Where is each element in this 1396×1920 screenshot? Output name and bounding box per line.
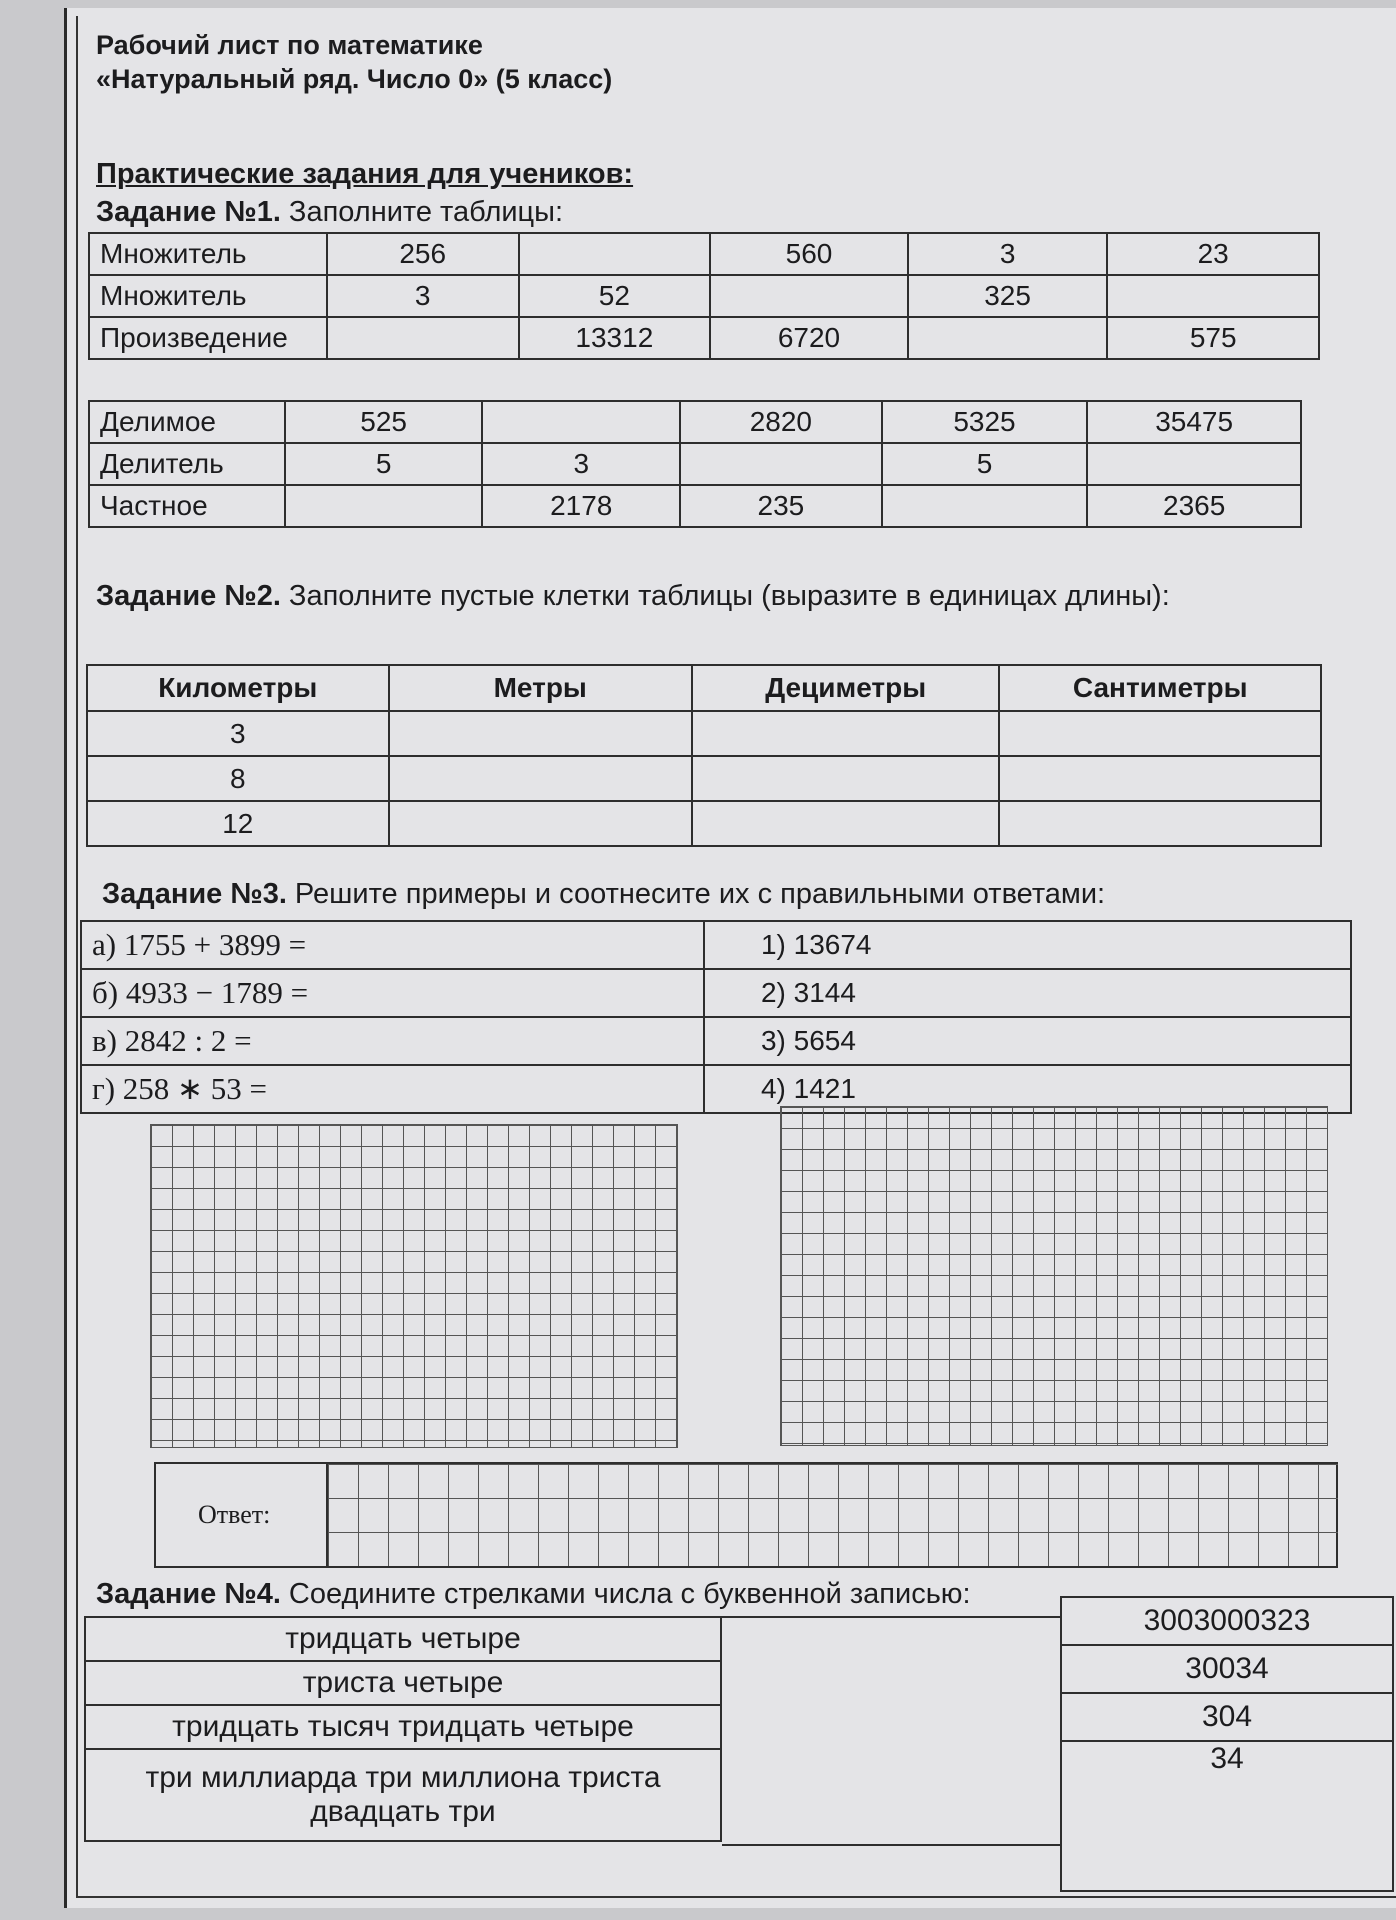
table-row xyxy=(89,485,1301,527)
example-cell: в) 2842 : 2 = xyxy=(81,1017,704,1065)
mult-cell[interactable] xyxy=(908,317,1108,359)
answer-grid[interactable] xyxy=(326,1464,1338,1566)
div-cell: 5325 xyxy=(882,401,1088,443)
digit-number-cell[interactable]: 34 xyxy=(1061,1741,1393,1891)
div-cell[interactable] xyxy=(482,401,680,443)
mult-cell: 6720 xyxy=(710,317,908,359)
digit-number-cell[interactable]: 30034 xyxy=(1061,1645,1393,1693)
div-cell: 2820 xyxy=(680,401,882,443)
units-cell: 8 xyxy=(87,756,389,801)
table-row xyxy=(87,756,1321,801)
table-row xyxy=(85,1661,721,1705)
work-grid-left[interactable] xyxy=(150,1124,678,1448)
units-cell[interactable] xyxy=(389,756,692,801)
table-row xyxy=(85,1749,721,1841)
mult-cell: 13312 xyxy=(519,317,711,359)
table-row xyxy=(85,1705,721,1749)
table-row xyxy=(89,233,1319,275)
task4-label: Задание №4. xyxy=(96,1578,281,1610)
mult-cell: 3 xyxy=(327,275,519,317)
task2-heading xyxy=(96,574,1326,618)
task3-heading xyxy=(102,878,1105,911)
div-cell: Частное xyxy=(89,485,285,527)
task3-text: Решите примеры и соотнесите их с правильными ответами: xyxy=(286,878,1106,910)
table-row xyxy=(85,1617,721,1661)
table-row xyxy=(89,401,1301,443)
task2-label: Задание №2. xyxy=(96,580,281,612)
div-cell: 2178 xyxy=(482,485,680,527)
mult-cell: Произведение xyxy=(89,317,327,359)
task2-text: Заполните пустые клетки таблицы (выразите в единицах длины): xyxy=(280,580,1170,612)
mult-cell: 560 xyxy=(710,233,908,275)
task3-label: Задание №3. xyxy=(102,878,287,910)
table-row xyxy=(87,711,1321,756)
table-row xyxy=(81,921,1351,969)
mult-cell: 256 xyxy=(327,233,519,275)
table-row xyxy=(89,275,1319,317)
table-row xyxy=(1061,1597,1393,1645)
units-cell[interactable] xyxy=(389,801,692,846)
answer-option-cell: 4) 1421 xyxy=(704,1065,1351,1113)
mult-cell[interactable] xyxy=(327,317,519,359)
mult-cell[interactable] xyxy=(519,233,711,275)
answer-option-cell: 1) 13674 xyxy=(704,921,1351,969)
task1-text: Заполните таблицы: xyxy=(280,196,564,228)
example-cell: а) 1755 + 3899 = xyxy=(81,921,704,969)
units-cell[interactable] xyxy=(999,801,1321,846)
units-table xyxy=(86,664,1322,847)
units-cell[interactable] xyxy=(999,756,1321,801)
div-cell: 35475 xyxy=(1087,401,1301,443)
units-cell[interactable] xyxy=(692,711,1000,756)
units-header-cell: Сантиметры xyxy=(999,665,1321,711)
practical-title: Практические задания для учеников: xyxy=(96,158,634,190)
word-number-cell[interactable]: тридцать тысяч тридцать четыре xyxy=(85,1705,721,1749)
table-row xyxy=(89,443,1301,485)
table-row xyxy=(87,801,1321,846)
units-cell[interactable] xyxy=(692,756,1000,801)
word-number-cell[interactable]: три миллиарда три миллиона триста двадцать три xyxy=(85,1749,721,1841)
mult-cell: 23 xyxy=(1107,233,1319,275)
matching-gap xyxy=(722,1616,1060,1846)
div-cell[interactable] xyxy=(882,485,1088,527)
div-cell[interactable] xyxy=(1087,443,1301,485)
mult-cell: Множитель xyxy=(89,233,327,275)
div-cell: 3 xyxy=(482,443,680,485)
units-header-row xyxy=(87,665,1321,711)
answer-option-cell: 3) 5654 xyxy=(704,1017,1351,1065)
mult-cell: Множитель xyxy=(89,275,327,317)
units-header-cell: Метры xyxy=(389,665,692,711)
units-cell[interactable] xyxy=(999,711,1321,756)
table-row xyxy=(1061,1693,1393,1741)
task1-heading xyxy=(96,196,563,229)
units-cell[interactable] xyxy=(692,801,1000,846)
div-cell: 5 xyxy=(882,443,1088,485)
units-cell: 3 xyxy=(87,711,389,756)
units-cell[interactable] xyxy=(389,711,692,756)
answer-box xyxy=(154,1462,1338,1568)
multiplication-table xyxy=(88,232,1320,360)
div-cell: Делимое xyxy=(89,401,285,443)
units-cell: 12 xyxy=(87,801,389,846)
example-cell: г) 258 ∗ 53 = xyxy=(81,1065,704,1113)
mult-cell[interactable] xyxy=(710,275,908,317)
table-row xyxy=(1061,1645,1393,1693)
div-cell[interactable] xyxy=(680,443,882,485)
table-row xyxy=(89,317,1319,359)
worksheet-subtitle: «Натуральный ряд. Число 0» (5 класс) xyxy=(96,64,613,94)
units-header-cell: Километры xyxy=(87,665,389,711)
table-row xyxy=(1061,1741,1393,1891)
division-table xyxy=(88,400,1302,528)
word-number-cell[interactable]: триста четыре xyxy=(85,1661,721,1705)
mult-cell[interactable] xyxy=(1107,275,1319,317)
div-cell: 235 xyxy=(680,485,882,527)
mult-cell: 3 xyxy=(908,233,1108,275)
digit-number-cell[interactable]: 304 xyxy=(1061,1693,1393,1741)
div-cell: Делитель xyxy=(89,443,285,485)
div-cell[interactable] xyxy=(285,485,483,527)
numbers-table xyxy=(1060,1596,1394,1892)
worksheet-title: Рабочий лист по математике xyxy=(96,30,483,60)
mult-cell: 575 xyxy=(1107,317,1319,359)
mult-cell: 52 xyxy=(519,275,711,317)
words-table xyxy=(84,1616,722,1842)
digit-number-cell[interactable]: 3003000323 xyxy=(1061,1597,1393,1645)
mult-cell: 325 xyxy=(908,275,1108,317)
units-header-cell: Дециметры xyxy=(692,665,1000,711)
work-grid-right[interactable] xyxy=(780,1106,1328,1446)
task1-label: Задание №1. xyxy=(96,196,281,228)
table-row xyxy=(81,969,1351,1017)
task4-text: Соедините стрелками числа с буквенной записью: xyxy=(280,1578,971,1610)
div-cell: 5 xyxy=(285,443,483,485)
example-cell: б) 4933 − 1789 = xyxy=(81,969,704,1017)
examples-table xyxy=(80,920,1352,1114)
answer-label: Ответ: xyxy=(198,1500,271,1529)
div-cell: 2365 xyxy=(1087,485,1301,527)
table-row xyxy=(81,1017,1351,1065)
task4-heading xyxy=(96,1578,971,1611)
answer-option-cell: 2) 3144 xyxy=(704,969,1351,1017)
word-number-cell[interactable]: тридцать четыре xyxy=(85,1617,721,1661)
div-cell: 525 xyxy=(285,401,483,443)
